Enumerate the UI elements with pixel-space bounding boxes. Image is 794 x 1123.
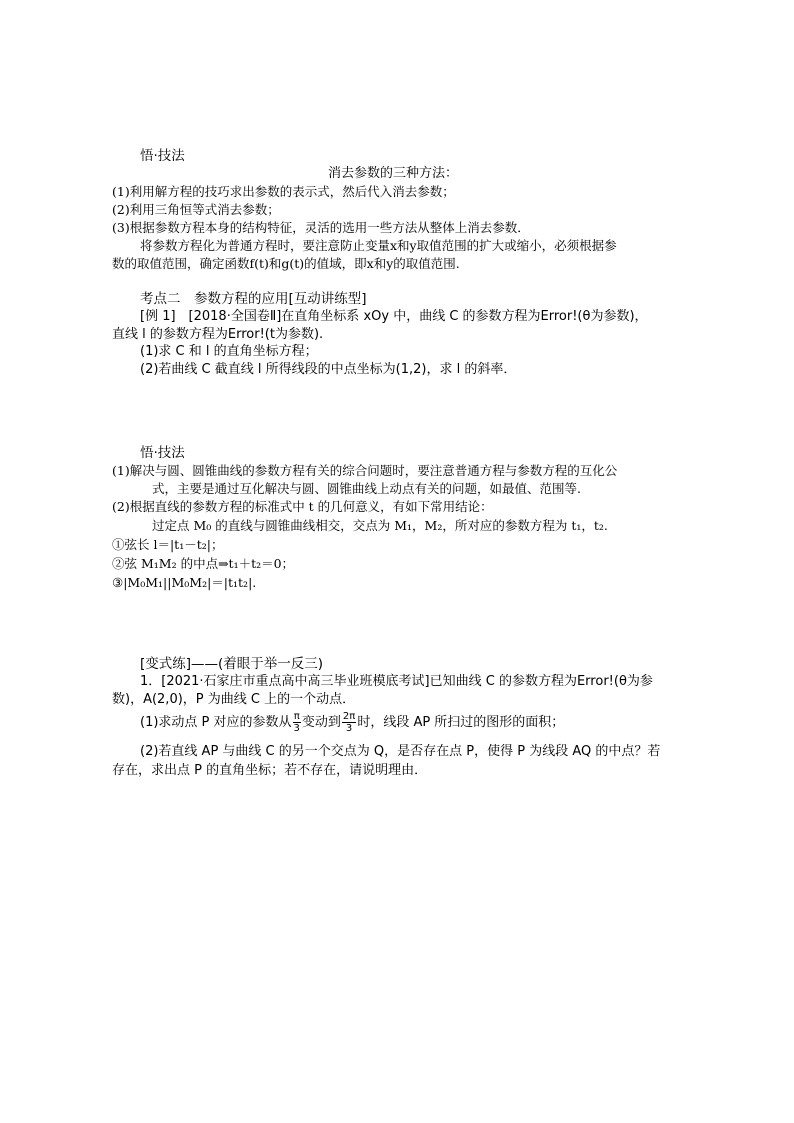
method-item-2: (2)利用三角恒等式消去参数； bbox=[112, 202, 280, 217]
method-item-1: (1)利用解方程的技巧求出参数的表示式，然后代入消去参数； bbox=[112, 184, 455, 199]
example-question-2: (2)若曲线 C 截直线 l 所得线段的中点坐标为(1,2)，求 l 的斜率． bbox=[140, 362, 517, 377]
example-line-2: 直线 l 的参数方程为Error!(t为参数). bbox=[112, 327, 324, 342]
fraction-2pi-over-3: $\frac{2\pi}{3}$ bbox=[342, 711, 356, 734]
example-question-1: (1)求 C 和 l 的直角坐标方程； bbox=[140, 344, 318, 359]
problem-question-1 bbox=[140, 710, 564, 736]
section-heading-method: 悟·技法 bbox=[140, 148, 185, 164]
result-2: ②弦 M₁M₂ 的中点⇒t₁＋t₂＝0； bbox=[112, 556, 295, 571]
tip-line-2: 式，主要是通过互化解决与圆、圆锥曲线上动点有关的问题，如最值、范围等. bbox=[152, 481, 581, 496]
methods-title: 消去参数的三种方法： bbox=[328, 166, 459, 181]
fraction-pi-over-3: $\frac{\pi}{3}$ bbox=[293, 711, 300, 734]
problem-question-2-line-2: 存在，求出点 P 的直角坐标；若不存在，请说明理由． bbox=[112, 763, 428, 778]
result-1: ①弦长 l＝|t₁－t₂|； bbox=[112, 537, 224, 552]
tip-line-3: (2)根据直线的参数方程的标准式中 t 的几何意义，有如下常用结论： bbox=[112, 499, 493, 514]
section-heading-topic2: 考点二 参数方程的应用[互动讲练型] bbox=[140, 291, 367, 307]
tip-line-4: 过定点 M₀ 的直线与圆锥曲线相交，交点为 M₁，M₂，所对应的参数方程为 t₁，t₂. bbox=[152, 518, 608, 533]
result-3: ③|M₀M₁||M₀M₂|＝|t₁t₂|. bbox=[112, 575, 257, 590]
problem-line-2: 数)，A(2,0)，P 为曲线 C 上的一个动点． bbox=[112, 692, 356, 707]
note-line-1: 将参数方程化为普通方程时，要注意防止变量x和y取值范围的扩大或缩小，必须根据参 bbox=[140, 238, 617, 253]
q1-text-b: 变动到 bbox=[301, 715, 341, 730]
problem-line-1: 1．[2021·石家庄市重点高中高三毕业班模底考试]已知曲线 C 的参数方程为Error!(θ为参 bbox=[140, 674, 653, 689]
example-line-1: [例 1] [2018·全国卷Ⅱ]在直角坐标系 xOy 中，曲线 C 的参数方程为Error!(θ为参数)， bbox=[140, 309, 648, 324]
section-heading-practice: [变式练]——(着眼于举一反三) bbox=[140, 656, 324, 672]
note-line-2: 数的取值范围，确定函数f(t)和g(t)的值域，即x和y的取值范围. bbox=[112, 256, 460, 271]
q1-text-c: 时，线段 AP 所扫过的图形的面积； bbox=[357, 715, 565, 730]
tip-line-1: (1)解决与圆、圆锥曲线的参数方程有关的综合问题时，要注意普通方程与参数方程的互化公 bbox=[112, 463, 618, 478]
section-heading-method-2: 悟·技法 bbox=[140, 445, 185, 461]
q1-text-a: (1)求动点 P 对应的参数从 bbox=[140, 715, 292, 730]
problem-question-2-line-1: (2)若直线 AP 与曲线 C 的另一个交点为 Q，是否存在点 P，使得 P 为线段 AQ 的中点？若 bbox=[140, 744, 661, 759]
method-item-3: (3)根据参数方程本身的结构特征，灵活的选用一些方法从整体上消去参数． bbox=[112, 220, 530, 235]
